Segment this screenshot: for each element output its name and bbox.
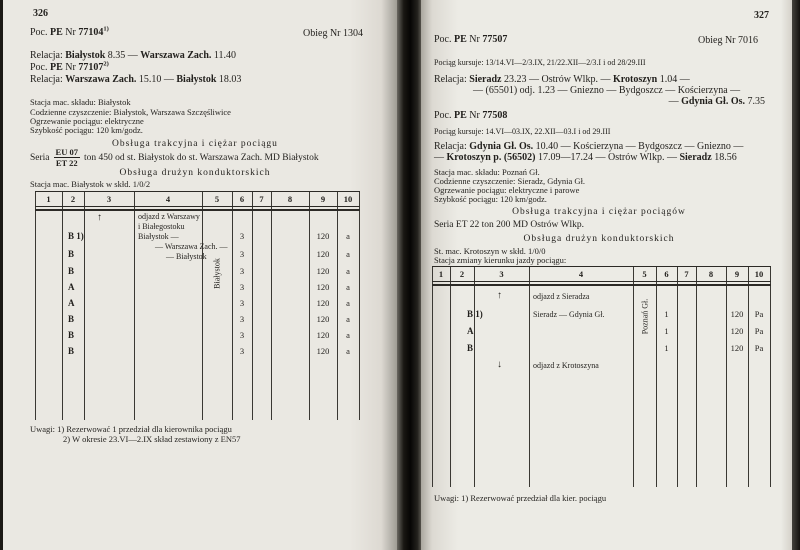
car-class: B	[467, 343, 474, 353]
seat-count: 1	[664, 326, 669, 336]
uwagi-line: 2) W okresie 23.VI—2.IX skład zestawiony z EN57	[63, 434, 241, 444]
speed-value: 120	[316, 266, 330, 276]
up-arrow-icon: ↑	[97, 212, 102, 223]
seat-count: 3	[239, 298, 245, 308]
relacja-line: Relacja: Gdynia Gł. Os. 10.40 — Kościerzyna — Bydgoszcz — Gniezno —	[434, 141, 744, 152]
vertical-station-label: Poznań Gł.	[640, 298, 650, 335]
right-page	[421, 0, 792, 550]
train-heading-77508: Poc. PE Nr 77508	[434, 110, 508, 121]
brake-note: a	[346, 266, 350, 276]
seat-count: 3	[239, 330, 245, 340]
speed-value: 120	[730, 309, 744, 319]
stacja-mac-line: Stacja mac. Białystok w skłd. 1/0/2	[30, 179, 151, 189]
train-heading-77107: Poc. PE Nr 77107$^{2)}$	[30, 60, 109, 73]
info-line: Ogrzewanie pociągu: elektryczne i parowe	[434, 185, 580, 195]
train-heading-77507: Poc. PE Nr 77507	[434, 34, 508, 45]
col-header: 5	[642, 269, 647, 279]
section-heading-druzyny: Obsługa drużyn konduktorskich	[523, 234, 675, 244]
brake-note: a	[346, 330, 350, 340]
route-text: Sieradz — Gdynia Gł.	[533, 310, 605, 319]
info-line: Ogrzewanie pociągu: elektryczne	[30, 116, 144, 126]
seat-count: 3	[239, 249, 245, 259]
brake-note: a	[346, 346, 350, 356]
brake-note: a	[346, 298, 350, 308]
brake-note: a	[346, 231, 350, 241]
col-header: 4	[578, 269, 584, 279]
route-text: — Warszawa Zach. —	[155, 242, 228, 251]
zmiany-kierunku-line: Stacja zmiany kierunku jazdy pociągu:	[434, 255, 567, 265]
relacja-line: Relacja: Sieradz 23.23 — Ostrów Wlkp. — Krotoszyn 1.04 —	[434, 74, 690, 85]
brake-note: a	[346, 282, 350, 292]
uwagi-line: Uwagi: 1) Rezerwować 1 przedział dla kierownika pociągu	[30, 424, 232, 434]
up-arrow-icon: ↑	[497, 290, 502, 301]
info-line: Codzienne czyszczenie: Białystok, Warszawa Szczęśliwice	[30, 107, 231, 117]
info-line: Stacja mac. składu: Białystok	[30, 97, 131, 107]
loco-series-fraction: $\frac{EU 07}{ET 22}$	[55, 147, 78, 168]
relacja-line: Relacja: Białystok 8.35 — Warszawa Zach. 11.40	[30, 50, 237, 61]
speed-value: 120	[316, 314, 330, 324]
footnote-marker: 2)	[103, 60, 109, 68]
col-header: 6	[664, 269, 669, 279]
seat-count: 3	[239, 231, 245, 241]
page-number: 326	[33, 8, 48, 19]
car-class: A	[68, 282, 75, 292]
col-header: 1	[438, 269, 444, 279]
brake-note: Pa	[754, 309, 764, 319]
route-text: Białystok —	[138, 232, 179, 241]
car-class: B	[68, 346, 75, 356]
brake-note: Pa	[754, 343, 764, 353]
car-class: B 1)	[68, 231, 84, 241]
brake-note: a	[346, 249, 350, 259]
st-mac-line: St. mac. Krotoszyn w skłd. 1/0/0	[434, 246, 546, 256]
seria-line: Seria ET 22 ton 200 MD Ostrów Wlkp.	[434, 220, 585, 230]
car-class: A	[467, 326, 474, 336]
car-class: B	[68, 314, 75, 324]
info-line: Szybkość pociągu: 120 km/godz.	[30, 125, 143, 135]
info-line: Szybkość pociągu: 120 km/godz.	[434, 194, 547, 204]
route-text: i Białegostoku	[138, 222, 185, 231]
speed-value: 120	[316, 249, 330, 259]
brake-note: Pa	[754, 326, 764, 336]
speed-value: 120	[730, 343, 744, 353]
col-header: 3	[499, 269, 504, 279]
speed-value: 120	[316, 231, 330, 241]
col-header: 6	[239, 194, 245, 204]
book-gutter	[397, 0, 421, 550]
col-header: 5	[214, 194, 220, 204]
train-heading-77104: Poc. PE Nr 77104$^{1)}$	[30, 25, 109, 38]
seat-count: 3	[239, 346, 245, 356]
seat-count: 1	[664, 343, 669, 353]
page-edge-shadow	[792, 0, 800, 550]
down-arrow-icon: ↓	[497, 359, 502, 370]
seat-count: 3	[239, 266, 245, 276]
speed-value: 120	[316, 282, 330, 292]
info-line: Codzienne czyszczenie: Sieradz, Gdynia Gł.	[434, 176, 586, 186]
page-number: 327	[754, 10, 769, 21]
seat-count: 1	[664, 309, 669, 319]
uwagi-line: Uwagi: 1) Rezerwować przedział dla kier. pociągu	[434, 493, 607, 503]
col-header: 10	[754, 269, 764, 279]
kursuje-line: Pociąg kursuje: 13/14.VI—2/3.IX, 21/22.XII—2/3.I i od 28/29.III	[434, 58, 646, 67]
col-header: 8	[708, 269, 714, 279]
col-header: 2	[459, 269, 465, 279]
col-header: 9	[734, 269, 740, 279]
section-heading-druzyny: Obsługa drużyn konduktorskich	[119, 168, 271, 178]
obieg-number: Obieg Nr 7016	[698, 35, 758, 46]
route-text: — Białystok	[166, 252, 207, 261]
relacja-line: — Krotoszyn p. (56502) 17.09—17.24 — Ostrów Wlkp. — Sieradz 18.56	[434, 152, 737, 163]
col-header: 1	[46, 194, 51, 204]
car-class: A	[68, 298, 75, 308]
car-class: B	[68, 266, 75, 276]
car-class: B	[68, 330, 75, 340]
route-text: odjazd z Sieradza	[533, 292, 590, 301]
info-line: Stacja mac. składu: Poznań Gł.	[434, 167, 540, 177]
speed-value: 120	[316, 346, 330, 356]
brake-note: a	[346, 314, 350, 324]
col-header: 10	[343, 194, 353, 204]
footnote-marker: 1)	[103, 25, 109, 33]
speed-value: 120	[316, 298, 330, 308]
page-edge-shadow	[0, 0, 3, 550]
route-text: odjazd z Krotoszyna	[533, 361, 599, 370]
section-heading-trakcja: Obsługa trakcyjna i ciężar pociągów	[512, 207, 686, 217]
vertical-station-label: Białystok	[212, 258, 222, 289]
col-header: 7	[259, 194, 264, 204]
left-table	[3, 0, 397, 550]
left-page	[3, 0, 397, 550]
route-text: odjazd z Warszawy	[138, 212, 200, 221]
seat-count: 3	[239, 282, 245, 292]
col-header: 9	[320, 194, 326, 204]
relacja-line: Relacja: Warszawa Zach. 15.10 — Białystok 18.03	[30, 74, 242, 85]
col-header: 3	[106, 194, 112, 204]
obieg-number: Obieg Nr 1304	[303, 28, 363, 39]
seat-count: 3	[239, 314, 245, 324]
relacja-line: — (65501) odj. 1.23 — Gniezno — Bydgoszcz — Kościerzyna —	[473, 85, 741, 96]
col-header: 8	[287, 194, 293, 204]
speed-value: 120	[316, 330, 330, 340]
col-header: 4	[165, 194, 171, 204]
kursuje-line: Pociąg kursuje: 14.VI—03.IX, 22.XII—03.I i od 29.III	[434, 127, 611, 136]
car-class: B	[68, 249, 75, 259]
section-heading-trakcja: Obsługa trakcyjna i ciężar pociągu	[112, 139, 278, 149]
col-header: 7	[684, 269, 689, 279]
seria-line: Seria $\frac{EU 07}{ET 22}$ ton 450 od st. Białystok do st. Warszawa Zach. MD Białystok	[30, 147, 319, 168]
speed-value: 120	[730, 326, 744, 336]
relacja-line: — Gdynia Gł. Os. 7.35	[668, 96, 765, 107]
col-header: 2	[70, 194, 76, 204]
right-table	[421, 0, 792, 550]
car-class: B 1)	[467, 309, 483, 319]
